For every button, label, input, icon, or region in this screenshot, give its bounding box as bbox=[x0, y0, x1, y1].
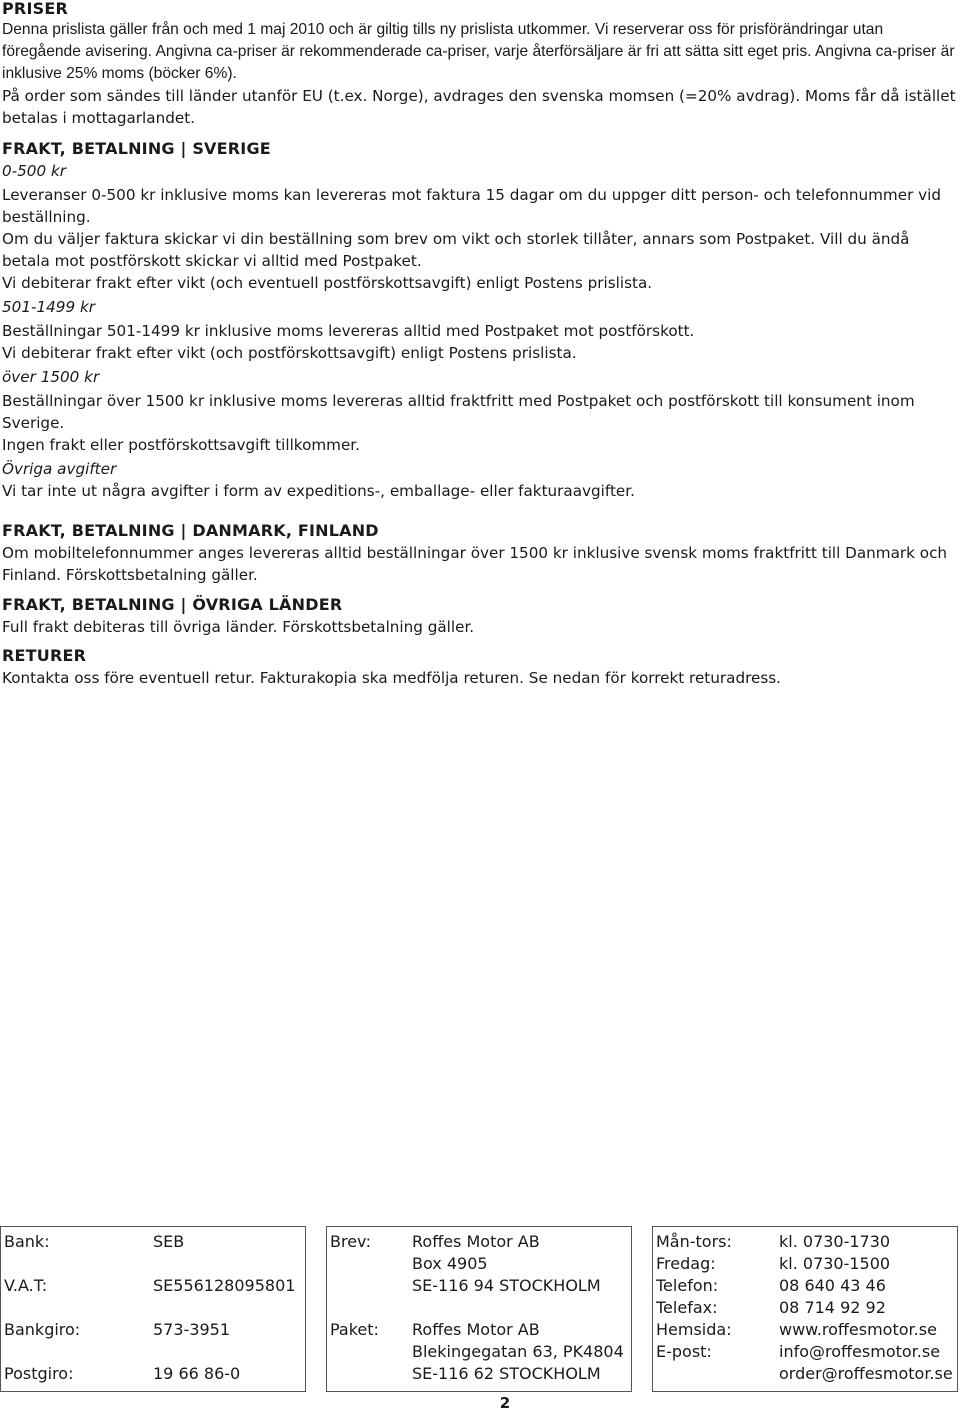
hemsida-value: www.roffesmotor.se bbox=[779, 1320, 937, 1339]
bank-row bbox=[1, 1231, 305, 1253]
brev-row bbox=[327, 1231, 631, 1253]
brev-line-2: Box 4905 bbox=[412, 1254, 488, 1273]
postgiro-label: Postgiro: bbox=[4, 1364, 74, 1383]
paket-line-3: SE-116 62 STOCKHOLM bbox=[412, 1364, 601, 1383]
subheading-0-500: 0-500 kr bbox=[2, 162, 66, 180]
telefax-row bbox=[653, 1297, 957, 1319]
sverige-paragraph-3a: Beställningar över 1500 kr inklusive moms levereras alltid fraktfritt med Postpaket och postförskott till konsument inom Sverige. bbox=[2, 392, 915, 432]
paket-row bbox=[327, 1319, 631, 1341]
bankgiro-label: Bankgiro: bbox=[4, 1320, 81, 1339]
subheading-ovriga-avgifter: Övriga avgifter bbox=[2, 460, 117, 478]
telefon-row bbox=[653, 1275, 957, 1297]
page-number: 2 bbox=[499, 1394, 511, 1412]
sverige-paragraph-1a: Leveranser 0-500 kr inklusive moms kan levereras mot faktura 15 dagar om du uppger ditt person- och telefonnummer vid beställning. bbox=[2, 186, 941, 226]
ovriga-paragraph: Full frakt debiteras till övriga länder. Förskottsbetalning gäller. bbox=[2, 618, 475, 636]
subheading-over-1500: över 1500 kr bbox=[2, 368, 100, 386]
fredag-row bbox=[653, 1253, 957, 1275]
address-info-box bbox=[326, 1226, 632, 1392]
paket-row-2 bbox=[327, 1341, 631, 1363]
sverige-paragraph-1b: Om du väljer faktura skickar vi din beställning som brev om vikt och storlek tillåter, annars som Postpaket. Vill du ändå betala mot postförskott skickar vi alltid med Postpaket. bbox=[2, 230, 910, 270]
bankgiro-value: 573-3951 bbox=[153, 1320, 231, 1339]
sverige-paragraph-3b: Ingen frakt eller postförskottsavgift tillkommer. bbox=[2, 436, 360, 454]
section-danmark-finland bbox=[2, 520, 960, 586]
sverige-paragraph-2a: Beställningar 501-1499 kr inklusive moms levereras alltid med Postpaket mot postförskott. bbox=[2, 322, 695, 340]
postgiro-row bbox=[1, 1363, 305, 1385]
danmark-paragraph: Om mobiltelefonnummer anges levereras alltid beställningar över 1500 kr inklusive svensk moms fraktfritt till Danmark och Finland. Förskottsbetalning gäller. bbox=[2, 544, 948, 584]
section-heading-ovriga-lander: FRAKT, BETALNING | ÖVRIGA LÄNDER bbox=[2, 595, 343, 614]
vat-row bbox=[1, 1275, 305, 1297]
telefax-value: 08 714 92 92 bbox=[779, 1298, 886, 1317]
paket-line-2: Blekingegatan 63, PK4804 bbox=[412, 1342, 624, 1361]
postgiro-value: 19 66 86-0 bbox=[153, 1364, 241, 1383]
paket-label: Paket: bbox=[330, 1320, 379, 1339]
brev-line-1: Roffes Motor AB bbox=[412, 1232, 540, 1251]
epost-row bbox=[653, 1341, 957, 1363]
brev-label: Brev: bbox=[330, 1232, 372, 1251]
section-sverige bbox=[2, 138, 960, 502]
fredag-label: Fredag: bbox=[656, 1254, 716, 1273]
paket-line-1: Roffes Motor AB bbox=[412, 1320, 540, 1339]
mantors-row bbox=[653, 1231, 957, 1253]
brev-row-3 bbox=[327, 1275, 631, 1297]
contact-info-box bbox=[652, 1226, 958, 1392]
priser-text bbox=[2, 19, 960, 129]
returer-paragraph: Kontakta oss före eventuell retur. Fakturakopia ska medfölja returen. Se nedan för korrekt returadress. bbox=[2, 669, 781, 687]
mantors-value: kl. 0730-1730 bbox=[779, 1232, 891, 1251]
subheading-501-1499: 501-1499 kr bbox=[2, 298, 95, 316]
section-returer bbox=[2, 645, 960, 689]
priser-paragraph-2: På order som sändes till länder utanför EU (t.ex. Norge), avdrages den svenska momsen (=20% avdrag). Moms får då istället betalas i mottagarlandet. bbox=[2, 87, 956, 127]
bank-value: SEB bbox=[153, 1232, 185, 1251]
telefax-label: Telefax: bbox=[656, 1298, 718, 1317]
section-heading-priser: PRISER bbox=[2, 0, 68, 18]
epost-row-2 bbox=[653, 1363, 957, 1385]
epost-value-2: order@roffesmotor.se bbox=[779, 1364, 953, 1383]
bank-info-box bbox=[0, 1226, 306, 1392]
bank-label: Bank: bbox=[4, 1232, 50, 1251]
brev-row-2 bbox=[327, 1253, 631, 1275]
section-heading-returer: RETURER bbox=[2, 646, 87, 665]
hemsida-label: Hemsida: bbox=[656, 1320, 732, 1339]
bankgiro-row bbox=[1, 1319, 305, 1341]
paket-row-3 bbox=[327, 1363, 631, 1385]
telefon-value: 08 640 43 46 bbox=[779, 1276, 886, 1295]
vat-value: SE556128095801 bbox=[153, 1276, 296, 1295]
brev-line-3: SE-116 94 STOCKHOLM bbox=[412, 1276, 601, 1295]
epost-label: E-post: bbox=[656, 1342, 712, 1361]
sverige-paragraph-1c: Vi debiterar frakt efter vikt (och eventuell postförskottsavgift) enligt Postens prislista. bbox=[2, 274, 653, 292]
section-heading-danmark-finland: FRAKT, BETALNING | DANMARK, FINLAND bbox=[2, 521, 379, 540]
section-ovriga-lander bbox=[2, 594, 960, 638]
priser-paragraph-1: Denna prislista gäller från och med 1 maj 2010 och är giltig tills ny prislista utkommer. Vi reserverar oss för prisförändringar utan föregående avisering. Angivna ca-priser är rekommenderade ca-priser, varje återförsäljare är fri att sätta sitt eget pris. Angivna ca-priser är inklusive 25% moms (böcker 6%). bbox=[2, 21, 955, 82]
fredag-value: kl. 0730-1500 bbox=[779, 1254, 891, 1273]
telefon-label: Telefon: bbox=[656, 1276, 719, 1295]
sverige-paragraph-2b: Vi debiterar frakt efter vikt (och postförskottsavgift) enligt Postens prislista. bbox=[2, 344, 577, 362]
section-heading-sverige: FRAKT, BETALNING | SVERIGE bbox=[2, 139, 271, 158]
mantors-label: Mån-tors: bbox=[656, 1232, 732, 1251]
epost-value-1: info@roffesmotor.se bbox=[779, 1342, 941, 1361]
hemsida-row bbox=[653, 1319, 957, 1341]
vat-label: V.A.T: bbox=[4, 1276, 48, 1295]
sverige-paragraph-4a: Vi tar inte ut några avgifter i form av expeditions-, emballage- eller fakturaavgifter. bbox=[2, 482, 635, 500]
